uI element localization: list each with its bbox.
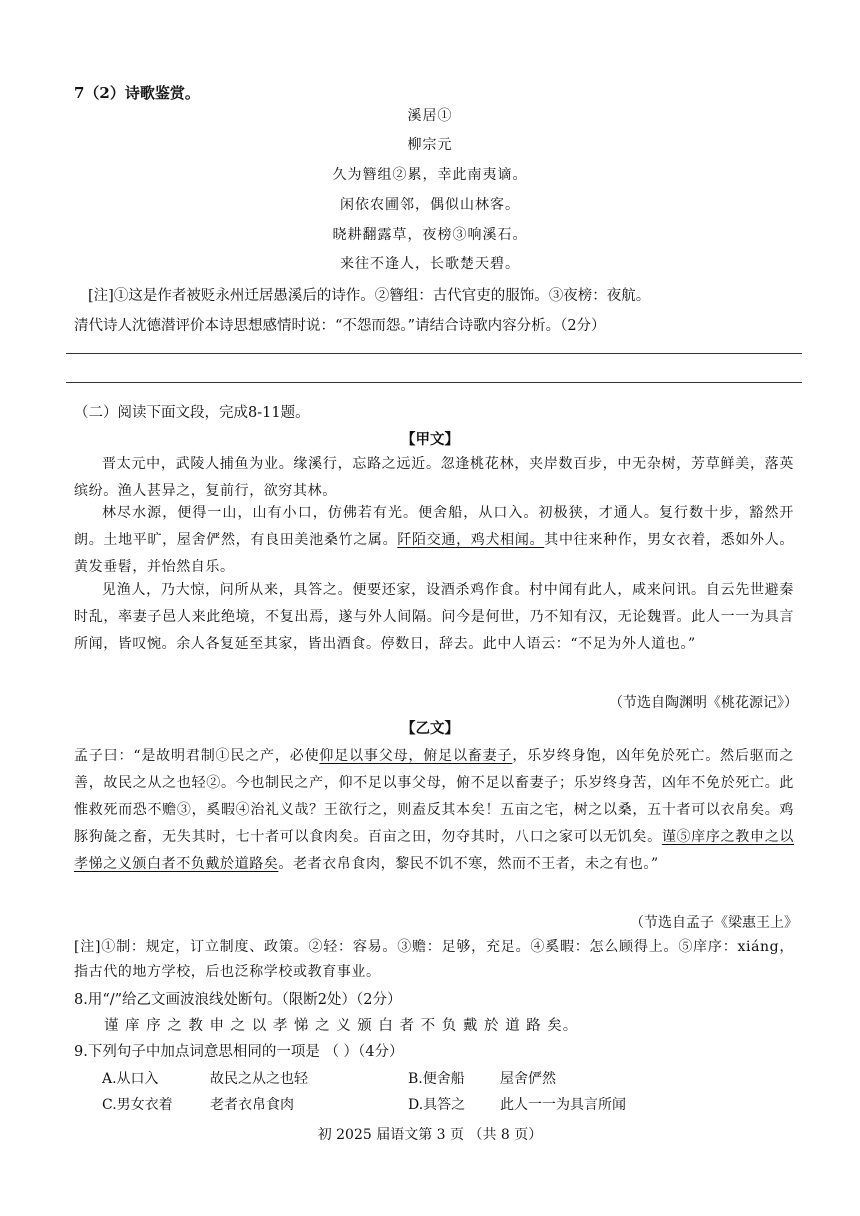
question-8-prompt: 8.用“/”给乙文画波浪线处断句。（限断2处）（2分） xyxy=(74,992,402,1008)
poem-line: 来往不逢人，长歌楚天碧。 xyxy=(340,256,520,272)
text-a-p2-start: 林尽水源，便得一山，山有小口，仿佛若有光。便舍船，从口入。初极狭，才通人。复行数十步，豁然开朗。土地平旷，屋舍俨然，有良田美池桑竹之属。 xyxy=(74,505,794,548)
text-a-paragraph-2 xyxy=(74,500,794,581)
option-a-label[interactable]: A.从口入 xyxy=(102,1071,159,1087)
page-footer: 初 2025 届语文第 3 页 （共 8 页） xyxy=(317,1127,543,1143)
text-b-title: 【乙文】 xyxy=(401,720,459,737)
wavy-underlined-sentence: 谨⑤庠序之教申之以孝悌之义颁白者不负戴於道路矣 xyxy=(74,829,794,872)
text-a-p2-end: 其中往来种作，男女衣着，悉如外人。黄发垂髫，并怡然自乐。 xyxy=(74,532,795,575)
text-a-title: 【甲文】 xyxy=(401,431,459,448)
section-2-instruction: （二）阅读下面文段，完成8-11题。 xyxy=(74,405,310,421)
poem-author: 柳宗元 xyxy=(407,137,453,153)
text-b-note: [注]①制：规定，订立制度、政策。②轻：容易。③赡：足够，充足。④奚暇：怎么顾得上。⑤庠序：xiáng，指古代的地方学校，后也泛称学校或教育事业。 xyxy=(74,939,794,980)
option-b-pair: 屋舍俨然 xyxy=(500,1071,556,1087)
text-a-paragraph-1: 晋太元中，武陵人捕鱼为业。缘溪行，忘路之远近。忽逢桃花林，夹岸数百步，中无杂树，芳草鲜美，落英缤纷。渔人甚异之，复前行，欲穷其林。 xyxy=(74,456,794,499)
question-7-prompt: 清代诗人沈德潜评价本诗思想感情时说：“不怨而怨。”请结合诗歌内容分析。（2分） xyxy=(74,318,606,334)
question-9-prompt: 9.下列句子中加点词意思相同的一项是 （ ）（4分） xyxy=(74,1044,404,1060)
option-a-pair: 故民之从之也轻 xyxy=(210,1071,308,1087)
poem-line: 晓耕翻露草，夜榜③响溪石。 xyxy=(332,227,528,243)
answer-line xyxy=(66,353,802,354)
option-c-label[interactable]: C.男女衣着 xyxy=(102,1097,173,1113)
option-d-label[interactable]: D.具答之 xyxy=(408,1097,466,1113)
poem-line: 久为簪组②累，幸此南夷谪。 xyxy=(332,167,528,183)
poem-note: [注]①这是作者被贬永州迁居愚溪后的诗作。②簪组：古代官吏的服饰。③夜榜：夜航。 xyxy=(88,288,651,304)
text-a-source: （节选自陶渊明《桃花源记》） xyxy=(609,695,798,711)
question-7-header: 7（2）诗歌鉴赏。 xyxy=(74,84,200,102)
option-b-label[interactable]: B.便舍船 xyxy=(408,1071,465,1087)
poem-title: 溪居① xyxy=(407,108,453,124)
question-8-sentence: 谨 庠 序 之 教 申 之 以 孝 悌 之 义 颁 白 者 不 负 戴 於 道 路 矣。 xyxy=(104,1018,579,1034)
answer-line xyxy=(66,382,802,383)
text-b-middle: ，乐岁终身饱，凶年免於死亡。然后驱而之善，故民之从之也轻②。今也制民之产，仰不足以事父母，俯不足以畜妻子；乐岁终身苦，凶年不免於死亡。此惟救死而恐不赡③，奚暇④治礼义哉？王欲行之，则盍反其本矣！五亩之宅，树之以桑，五十者可以衣帛矣。鸡豚狗彘之畜，无失其时，七十者可以食肉矣。百亩之田，勿夺其时，八口之家可以无饥矣。 xyxy=(74,748,794,845)
text-b-end: 。老者衣帛食肉，黎民不饥不寒，然而不王者，未之有也。” xyxy=(278,856,659,872)
text-b-paragraph xyxy=(74,743,794,878)
underlined-phrase: 阡陌交通，鸡犬相闻。 xyxy=(397,532,545,548)
poem-line: 闲依农圃邻，偶似山林客。 xyxy=(340,197,520,213)
text-b-start: 孟子曰：“是故明君制①民之产，必使 xyxy=(74,748,320,764)
option-c-pair: 老者衣帛食肉 xyxy=(210,1097,294,1113)
underlined-phrase: 仰足以事父母，俯足以畜妻子 xyxy=(319,748,513,764)
text-b-source: （节选自孟子《梁惠王上》 xyxy=(630,915,798,931)
text-a-paragraph-3: 见渔人，乃大惊，问所从来，具答之。便要还家，设酒杀鸡作食。村中闻有此人，咸来问讯。自云先世避秦时乱，率妻子邑人来此绝境，不复出焉，遂与外人间隔。问今是何世，乃不知有汉，无论魏晋。此人一一为具言所闻，皆叹惋。余人各复延至其家，皆出酒食。停数日，辞去。此中人语云：“不足为外人道也。” xyxy=(74,582,794,652)
option-d-pair: 此人一一为具言所闻 xyxy=(500,1097,626,1113)
